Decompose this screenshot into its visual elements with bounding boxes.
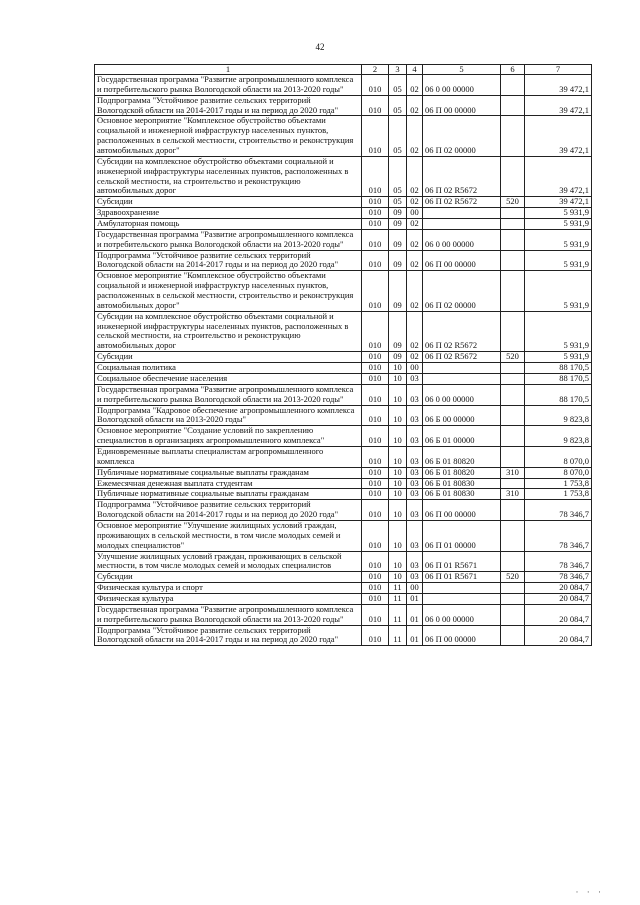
subsection-code-cell: 00: [407, 363, 423, 374]
target-article-cell: 06 Б 01 80820: [423, 467, 501, 478]
table-row: [95, 75, 592, 96]
amount-cell: 5 931,9: [525, 208, 592, 219]
section-code-cell: 09: [389, 229, 407, 250]
amount-cell: 88 170,5: [525, 384, 592, 405]
row-name-cell: Субсидии на комплексное обустройство объектами социальной и инженерной инфраструктуры населенных пунктов, расположенных в сельской местности, на строительство и реконструкцию автомобильных дорог: [95, 311, 362, 351]
target-article-cell: 06 Б 01 80830: [423, 478, 501, 489]
section-code-cell: 11: [389, 583, 407, 594]
target-article-cell: 06 П 00 00000: [423, 625, 501, 646]
table-row: [95, 467, 592, 478]
expense-type-cell: 310: [501, 467, 525, 478]
target-article-cell: 06 Б 01 80830: [423, 489, 501, 500]
target-article-cell: 06 П 02 R5672: [423, 352, 501, 363]
table-row: [95, 593, 592, 604]
expense-type-cell: [501, 229, 525, 250]
row-name-cell: Государственная программа "Развитие агропромышленного комплекса и потребительского рынка Вологодской области на 2013-2020 годы": [95, 75, 362, 96]
amount-cell: 88 170,5: [525, 363, 592, 374]
admin-code-cell: 010: [362, 593, 389, 604]
expense-type-cell: [501, 156, 525, 196]
target-article-cell: [423, 208, 501, 219]
admin-code-cell: 010: [362, 156, 389, 196]
target-article-cell: [423, 583, 501, 594]
table-row: [95, 250, 592, 271]
section-code-cell: 09: [389, 352, 407, 363]
section-code-cell: 11: [389, 604, 407, 625]
target-article-cell: 06 Б 01 00000: [423, 426, 501, 447]
table-row: [95, 572, 592, 583]
expense-type-cell: [501, 583, 525, 594]
target-article-cell: [423, 593, 501, 604]
expense-type-cell: [501, 250, 525, 271]
amount-cell: 20 084,7: [525, 593, 592, 604]
admin-code-cell: 010: [362, 219, 389, 230]
amount-cell: 78 346,7: [525, 520, 592, 551]
section-code-cell: 11: [389, 625, 407, 646]
target-article-cell: [423, 373, 501, 384]
subsection-code-cell: 00: [407, 208, 423, 219]
expense-type-cell: [501, 520, 525, 551]
section-code-cell: 05: [389, 197, 407, 208]
column-header: 2: [362, 65, 389, 75]
row-name-cell: Публичные нормативные социальные выплаты гражданам: [95, 467, 362, 478]
amount-cell: 5 931,9: [525, 219, 592, 230]
expense-type-cell: [501, 219, 525, 230]
section-code-cell: 10: [389, 520, 407, 551]
amount-cell: 78 346,7: [525, 572, 592, 583]
target-article-cell: 06 П 00 00000: [423, 500, 501, 521]
table-row: [95, 116, 592, 156]
row-name-cell: Субсидии на комплексное обустройство объектами социальной и инженерной инфраструктуры населенных пунктов, расположенных в сельской местности, на строительство и реконструкцию автомобильных дорог: [95, 156, 362, 196]
expense-type-cell: [501, 271, 525, 311]
column-header: 1: [95, 65, 362, 75]
admin-code-cell: 010: [362, 250, 389, 271]
expense-type-cell: [501, 405, 525, 426]
amount-cell: 1 753,8: [525, 478, 592, 489]
amount-cell: 5 931,9: [525, 311, 592, 351]
section-code-cell: 09: [389, 250, 407, 271]
admin-code-cell: 010: [362, 583, 389, 594]
admin-code-cell: 010: [362, 352, 389, 363]
amount-cell: 78 346,7: [525, 551, 592, 572]
subsection-code-cell: 00: [407, 583, 423, 594]
amount-cell: 88 170,5: [525, 373, 592, 384]
admin-code-cell: 010: [362, 625, 389, 646]
subsection-code-cell: 02: [407, 352, 423, 363]
subsection-code-cell: 03: [407, 489, 423, 500]
subsection-code-cell: 03: [407, 446, 423, 467]
admin-code-cell: 010: [362, 446, 389, 467]
admin-code-cell: 010: [362, 271, 389, 311]
amount-cell: 39 472,1: [525, 197, 592, 208]
table-row: [95, 625, 592, 646]
target-article-cell: 06 П 02 R5672: [423, 156, 501, 196]
amount-cell: 20 084,7: [525, 625, 592, 646]
column-header: 6: [501, 65, 525, 75]
subsection-code-cell: 02: [407, 311, 423, 351]
subsection-code-cell: 02: [407, 156, 423, 196]
admin-code-cell: 010: [362, 604, 389, 625]
row-name-cell: Субсидии: [95, 197, 362, 208]
admin-code-cell: 010: [362, 311, 389, 351]
subsection-code-cell: 03: [407, 551, 423, 572]
row-name-cell: Подпрограмма "Устойчивое развитие сельских территорий Вологодской области на 2014-2017 годы и на период до 2020 года": [95, 500, 362, 521]
subsection-code-cell: 03: [407, 384, 423, 405]
target-article-cell: 06 0 00 00000: [423, 75, 501, 96]
section-code-cell: 09: [389, 219, 407, 230]
amount-cell: 39 472,1: [525, 156, 592, 196]
subsection-code-cell: 03: [407, 572, 423, 583]
column-header: 7: [525, 65, 592, 75]
target-article-cell: [423, 363, 501, 374]
target-article-cell: 06 П 01 R5671: [423, 572, 501, 583]
amount-cell: 8 070,0: [525, 467, 592, 478]
admin-code-cell: 010: [362, 208, 389, 219]
expense-type-cell: [501, 593, 525, 604]
admin-code-cell: 010: [362, 500, 389, 521]
expense-type-cell: [501, 95, 525, 116]
expense-type-cell: [501, 363, 525, 374]
admin-code-cell: 010: [362, 95, 389, 116]
target-article-cell: 06 П 02 R5672: [423, 311, 501, 351]
target-article-cell: 06 П 02 R5672: [423, 197, 501, 208]
amount-cell: 20 084,7: [525, 604, 592, 625]
row-name-cell: Субсидии: [95, 352, 362, 363]
admin-code-cell: 010: [362, 467, 389, 478]
subsection-code-cell: 02: [407, 250, 423, 271]
admin-code-cell: 010: [362, 572, 389, 583]
admin-code-cell: 010: [362, 75, 389, 96]
target-article-cell: 06 П 01 00000: [423, 520, 501, 551]
subsection-code-cell: 03: [407, 520, 423, 551]
subsection-code-cell: 03: [407, 426, 423, 447]
table-row: [95, 551, 592, 572]
expense-type-cell: [501, 426, 525, 447]
target-article-cell: 06 Б 00 00000: [423, 405, 501, 426]
target-article-cell: 06 П 02 00000: [423, 271, 501, 311]
expense-type-cell: [501, 478, 525, 489]
column-header: 4: [407, 65, 423, 75]
row-name-cell: Улучшение жилищных условий граждан, проживающих в сельской местности, в том числе молодых семей и молодых специалистов: [95, 551, 362, 572]
target-article-cell: 06 Б 01 80820: [423, 446, 501, 467]
table-row: [95, 446, 592, 467]
amount-cell: 5 931,9: [525, 250, 592, 271]
section-code-cell: 10: [389, 478, 407, 489]
section-code-cell: 09: [389, 208, 407, 219]
section-code-cell: 10: [389, 373, 407, 384]
row-name-cell: Физическая культура и спорт: [95, 583, 362, 594]
target-article-cell: 06 П 00 00000: [423, 95, 501, 116]
table-row: [95, 405, 592, 426]
budget-table: [94, 64, 592, 646]
section-code-cell: 10: [389, 572, 407, 583]
subsection-code-cell: 02: [407, 219, 423, 230]
table-row: [95, 95, 592, 116]
amount-cell: 8 070,0: [525, 446, 592, 467]
admin-code-cell: 010: [362, 405, 389, 426]
target-article-cell: 06 0 00 00000: [423, 384, 501, 405]
admin-code-cell: 010: [362, 426, 389, 447]
target-article-cell: 06 П 02 00000: [423, 116, 501, 156]
admin-code-cell: 010: [362, 520, 389, 551]
table-row: [95, 197, 592, 208]
subsection-code-cell: 01: [407, 625, 423, 646]
row-name-cell: Подпрограмма "Кадровое обеспечение агропромышленного комплекса Вологодской области на 2013-2020 годы": [95, 405, 362, 426]
table-row: [95, 352, 592, 363]
section-code-cell: 10: [389, 405, 407, 426]
expense-type-cell: [501, 551, 525, 572]
subsection-code-cell: 02: [407, 271, 423, 311]
row-name-cell: Государственная программа "Развитие агропромышленного комплекса и потребительского рынка Вологодской области на 2013-2020 годы": [95, 384, 362, 405]
section-code-cell: 10: [389, 489, 407, 500]
table-row: [95, 426, 592, 447]
row-name-cell: Единовременные выплаты специалистам агропромышленного комплекса: [95, 446, 362, 467]
section-code-cell: 10: [389, 446, 407, 467]
row-name-cell: Подпрограмма "Устойчивое развитие сельских территорий Вологодской области на 2014-2017 годы и на период до 2020 года": [95, 625, 362, 646]
row-name-cell: Государственная программа "Развитие агропромышленного комплекса и потребительского рынка Вологодской области на 2013-2020 годы": [95, 604, 362, 625]
section-code-cell: 05: [389, 95, 407, 116]
table-row: [95, 604, 592, 625]
admin-code-cell: 010: [362, 551, 389, 572]
table-row: [95, 311, 592, 351]
target-article-cell: 06 П 01 R5671: [423, 551, 501, 572]
admin-code-cell: 010: [362, 197, 389, 208]
subsection-code-cell: 03: [407, 500, 423, 521]
table-row: [95, 520, 592, 551]
subsection-code-cell: 02: [407, 75, 423, 96]
subsection-code-cell: 01: [407, 604, 423, 625]
row-name-cell: Основное мероприятие "Комплексное обустройство объектами социальной и инженерной инфраструктур населенных пунктов, расположенных в сельской местности, строительство и реконструкция автомобильных дорог": [95, 271, 362, 311]
table-row: [95, 271, 592, 311]
subsection-code-cell: 03: [407, 467, 423, 478]
amount-cell: 5 931,9: [525, 352, 592, 363]
amount-cell: 5 931,9: [525, 271, 592, 311]
expense-type-cell: [501, 373, 525, 384]
column-header: 5: [423, 65, 501, 75]
section-code-cell: 11: [389, 593, 407, 604]
expense-type-cell: 520: [501, 572, 525, 583]
expense-type-cell: [501, 446, 525, 467]
section-code-cell: 10: [389, 384, 407, 405]
expense-type-cell: 520: [501, 197, 525, 208]
section-code-cell: 05: [389, 75, 407, 96]
row-name-cell: Здравоохранение: [95, 208, 362, 219]
table-row: [95, 219, 592, 230]
expense-type-cell: [501, 311, 525, 351]
admin-code-cell: 010: [362, 384, 389, 405]
admin-code-cell: 010: [362, 116, 389, 156]
amount-cell: 20 084,7: [525, 583, 592, 594]
section-code-cell: 05: [389, 116, 407, 156]
expense-type-cell: 520: [501, 352, 525, 363]
table-row: [95, 363, 592, 374]
row-name-cell: Амбулаторная помощь: [95, 219, 362, 230]
target-article-cell: 06 0 00 00000: [423, 604, 501, 625]
expense-type-cell: [501, 75, 525, 96]
table-row: [95, 384, 592, 405]
subsection-code-cell: 03: [407, 405, 423, 426]
admin-code-cell: 010: [362, 373, 389, 384]
subsection-code-cell: 03: [407, 478, 423, 489]
row-name-cell: Ежемесячная денежная выплата студентам: [95, 478, 362, 489]
target-article-cell: 06 П 00 00000: [423, 250, 501, 271]
subsection-code-cell: 03: [407, 373, 423, 384]
amount-cell: 9 823,8: [525, 405, 592, 426]
section-code-cell: 10: [389, 500, 407, 521]
section-code-cell: 10: [389, 363, 407, 374]
target-article-cell: [423, 219, 501, 230]
row-name-cell: Социальная политика: [95, 363, 362, 374]
table-row: [95, 208, 592, 219]
subsection-code-cell: 02: [407, 116, 423, 156]
column-header: 3: [389, 65, 407, 75]
amount-cell: 5 931,9: [525, 229, 592, 250]
row-name-cell: Субсидии: [95, 572, 362, 583]
row-name-cell: Подпрограмма "Устойчивое развитие сельских территорий Вологодской области на 2014-2017 годы и на период до 2020 года": [95, 95, 362, 116]
amount-cell: 78 346,7: [525, 500, 592, 521]
section-code-cell: 09: [389, 311, 407, 351]
table-body: [95, 75, 592, 646]
admin-code-cell: 010: [362, 478, 389, 489]
subsection-code-cell: 01: [407, 593, 423, 604]
expense-type-cell: [501, 500, 525, 521]
table-row: [95, 500, 592, 521]
amount-cell: 9 823,8: [525, 426, 592, 447]
admin-code-cell: 010: [362, 363, 389, 374]
admin-code-cell: 010: [362, 229, 389, 250]
row-name-cell: Социальное обеспечение населения: [95, 373, 362, 384]
section-code-cell: 10: [389, 467, 407, 478]
table-row: [95, 156, 592, 196]
section-code-cell: 05: [389, 156, 407, 196]
row-name-cell: Основное мероприятие "Создание условий по закреплению специалистов в организациях агропромышленного комплекса": [95, 426, 362, 447]
expense-type-cell: [501, 208, 525, 219]
row-name-cell: Основное мероприятие "Комплексное обустройство объектами социальной и инженерной инфраструктур населенных пунктов, расположенных в сельской местности, строительство и реконструкция автомобильных дорог": [95, 116, 362, 156]
amount-cell: 39 472,1: [525, 75, 592, 96]
table-header-row: [95, 65, 592, 75]
expense-type-cell: 310: [501, 489, 525, 500]
admin-code-cell: 010: [362, 489, 389, 500]
subsection-code-cell: 02: [407, 229, 423, 250]
section-code-cell: 10: [389, 551, 407, 572]
row-name-cell: Физическая культура: [95, 593, 362, 604]
expense-type-cell: [501, 116, 525, 156]
target-article-cell: 06 0 00 00000: [423, 229, 501, 250]
expense-type-cell: [501, 384, 525, 405]
table-row: [95, 373, 592, 384]
table-row: [95, 489, 592, 500]
row-name-cell: Государственная программа "Развитие агропромышленного комплекса и потребительского рынка Вологодской области на 2013-2020 годы": [95, 229, 362, 250]
subsection-code-cell: 02: [407, 197, 423, 208]
amount-cell: 39 472,1: [525, 116, 592, 156]
row-name-cell: Подпрограмма "Устойчивое развитие сельских территорий Вологодской области на 2014-2017 годы и на период до 2020 года": [95, 250, 362, 271]
table-row: [95, 478, 592, 489]
page-number: 42: [315, 42, 325, 52]
expense-type-cell: [501, 625, 525, 646]
amount-cell: 39 472,1: [525, 95, 592, 116]
amount-cell: 1 753,8: [525, 489, 592, 500]
table-row: [95, 583, 592, 594]
section-code-cell: 10: [389, 426, 407, 447]
footer-mark: · · ·: [575, 887, 604, 897]
expense-type-cell: [501, 604, 525, 625]
row-name-cell: Публичные нормативные социальные выплаты гражданам: [95, 489, 362, 500]
section-code-cell: 09: [389, 271, 407, 311]
subsection-code-cell: 02: [407, 95, 423, 116]
row-name-cell: Основное мероприятие "Улучшение жилищных условий граждан, проживающих в сельской местности, в том числе молодых семей и молодых специалистов": [95, 520, 362, 551]
table-row: [95, 229, 592, 250]
